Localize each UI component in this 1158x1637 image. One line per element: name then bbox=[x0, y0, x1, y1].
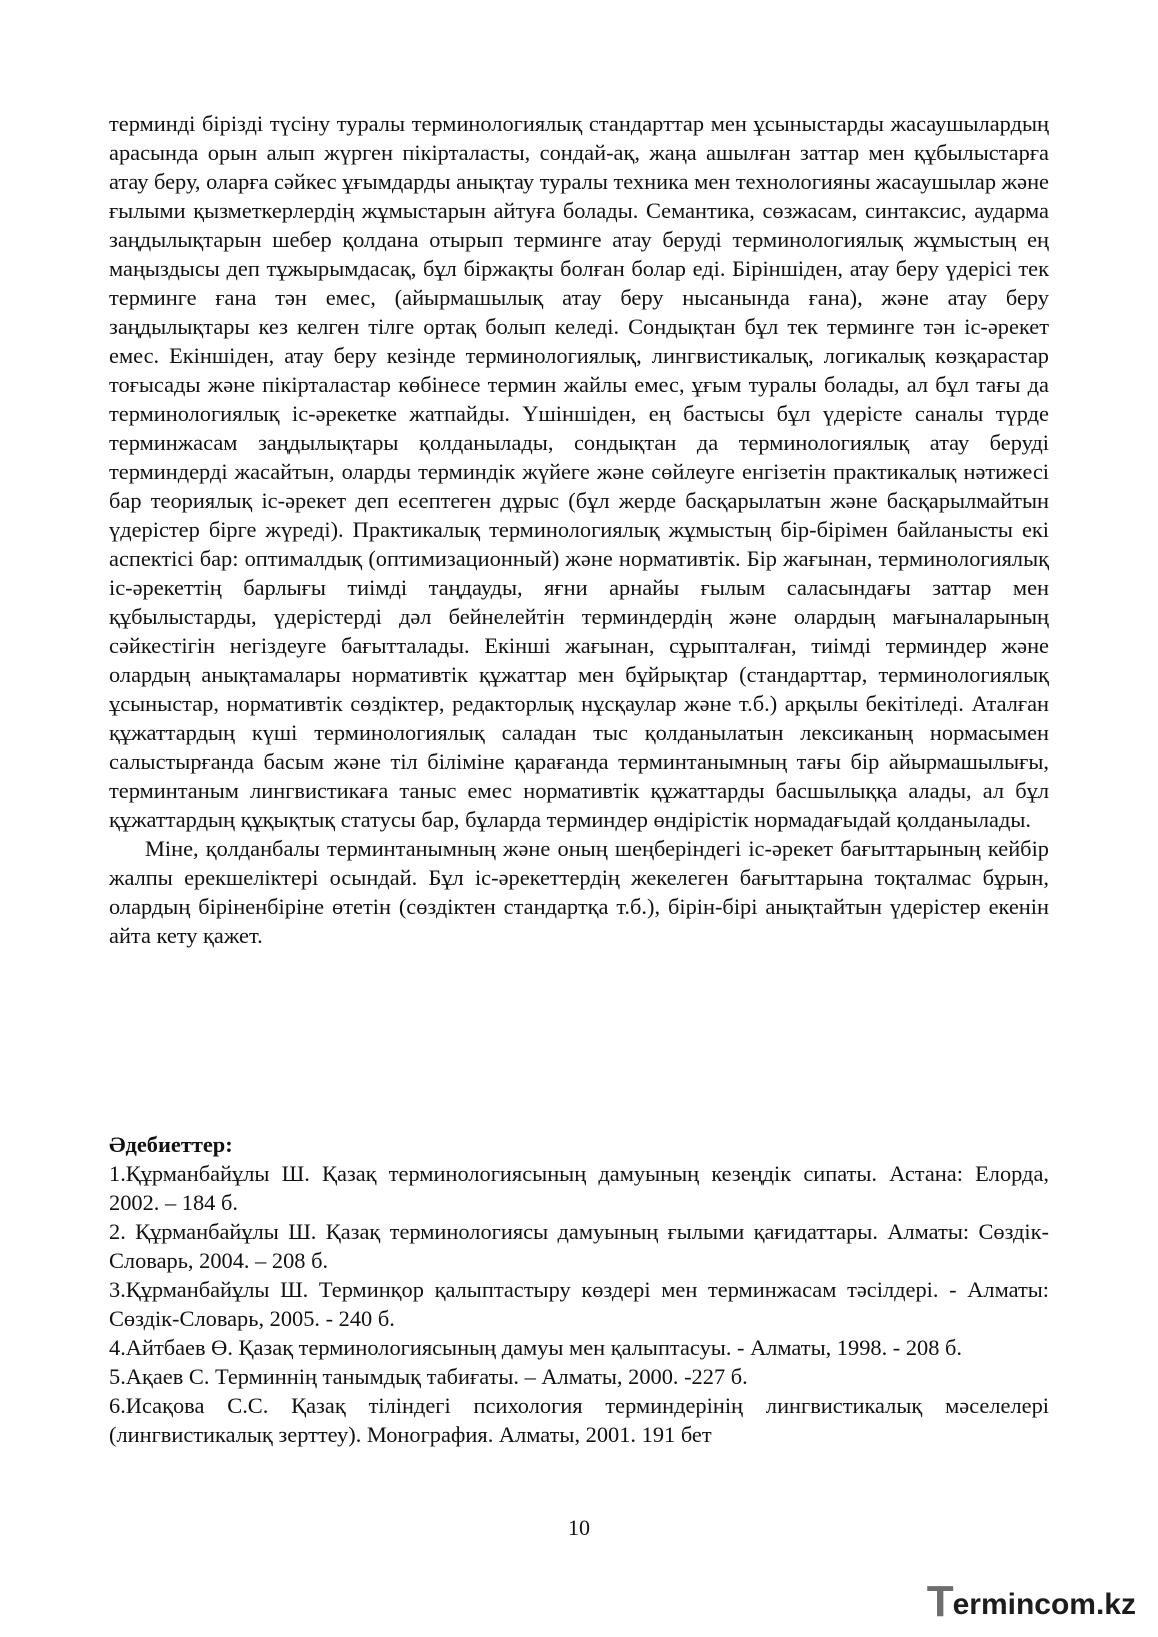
reference-item: 2. Құрманбайұлы Ш. Қазақ терминологиясы дамуының ғылыми қағидаттары. Алматы: Сөздік-Словарь, 2004. – 208 б. bbox=[109, 1219, 1049, 1273]
reference-item: 6.Исақова С.С. Қазақ тіліндегі психология терминдерінің лингвистикалық мәселелері (лингвистикалық зерттеу). Монография. Алматы, 2001. 191 бет bbox=[109, 1393, 1049, 1447]
body-text bbox=[109, 109, 1049, 950]
body-paragraph-1: терминді бірізді түсіну туралы терминологиялық стандарттар мен ұсыныстарды жасаушылардың арасында орын алып жүрген пікірталасты, сондай-ақ, жаңа ашылған заттар мен құбылыстарға атау беру, оларға сәйкес ұғымдарды анықтау туралы техника мен технологияны жасаушылар және ғылыми қызметкерлердің жұмыстарын айтуға болады. Семантика, сөзжасам, синтаксис, аударма заңдылықтарын шебер қолдана отырып терминге атау беруді терминологиялық жұмыстың ең маңыздысы деп тұжырымдасақ, бұл біржақты болған болар еді. Біріншіден, атау беру үдерісі тек терминге ғана тән емес, (айырмашылық атау беру нысанында ғана), және атау беру заңдылықтары кез келген тілге ортақ болып келеді. Сондықтан бұл тек терминге тән іс-әрекет емес. Екіншіден, атау беру кезінде терминологиялық, лингвистикалық, логикалық көзқарастар тоғысады және пікірталастар көбінесе термин жайлы емес, ұғым туралы болады, ал бұл тағы да терминологиялық іс-әрекетке жатпайды. Үшіншіден, ең бастысы бұл үдерісте саналы түрде терминжасам заңдылықтары қолданылады, сондықтан да терминологиялық атау беруді терминдерді жасайтын, оларды терминдік жүйеге және сөйлеуге енгізетін практикалық нәтижесі бар теориялық іс-әрекет деп есептеген дұрыс (бұл жерде басқарылатын және басқарылмайтын үдерістер бірге жүреді). Практикалық терминологиялық жұмыстың бір-бірімен байланысты екі аспектісі бар: оптималдық (оптимизационный) және нормативтік. Бір жағынан, терминологиялық іс-әрекеттің барлығы тиімді таңдауды, яғни арнайы ғылым саласындағы заттар мен құбылыстарды, үдерістерді дәл бейнелейтін терминдердің және олардың мағыналарының сәйкестігін негіздеуге бағытталады. Екінші жағынан, сұрыпталған, тиімді терминдер және олардың анықтамалары нормативтік құжаттар мен бұйрықтар (стандарттар, терминологиялық ұсыныстар, нормативтік сөздіктер, редакторлық нұсқаулар және т.б.) арқылы бекітіледі. Аталған құжаттардың күші терминологиялық саладан тыс қолданылатын лексиканың нормасымен салыстырғанда басым және тіл біліміне қарағанда терминтанымның тағы бір айырмашылығы, терминтаным лингвистикаға таныс емес нормативтік құжаттарды басшылыққа алады, ал бұл құжаттардың құқықтық статусы бар, бұларда терминдер өндірістік нормадағыдай қолданылады. bbox=[109, 111, 1049, 832]
body-paragraph-2: Міне, қолданбалы терминтанымның және оның шеңберіндегі іс-әрекет бағыттарының кейбір жалпы ерекшеліктері осындай. Бұл іс-әрекеттердің жекелеген бағыттарына тоқталмас бұрын, олардың біріненбіріне өтетін (сөздіктен стандартқа т.б.), бірін-бірі анықтайтын үдерістер екенін айта кету қажет. bbox=[109, 836, 1049, 948]
reference-item: 5.Ақаев С. Терминнің танымдық табиғаты. – Алматы, 2000. -227 б. bbox=[109, 1364, 748, 1389]
references-heading: Әдебиеттер: bbox=[109, 1132, 233, 1157]
reference-item: 3.Құрманбайұлы Ш. Терминқор қалыптастыру көздері мен терминжасам тәсілдері. - Алматы: Сөздік-Словарь, 2005. - 240 б. bbox=[109, 1277, 1049, 1331]
watermark-initial: T bbox=[926, 1577, 953, 1626]
reference-item: 4.Айтбаев Ө. Қазақ терминологиясының дамуы мен қалыптасуы. - Алматы, 1998. - 208 б. bbox=[109, 1335, 963, 1360]
reference-item: 1.Құрманбайұлы Ш. Қазақ терминологиясының дамуының кезеңдік сипаты. Астана: Елорда, 2002. – 184 б. bbox=[109, 1161, 1049, 1215]
references-list bbox=[109, 1159, 1049, 1449]
termincom-watermark-logo bbox=[926, 1577, 1136, 1626]
watermark-text: ermincom.kz bbox=[952, 1588, 1136, 1621]
references-section bbox=[109, 1130, 1049, 1449]
page-number: 10 bbox=[568, 1515, 590, 1540]
